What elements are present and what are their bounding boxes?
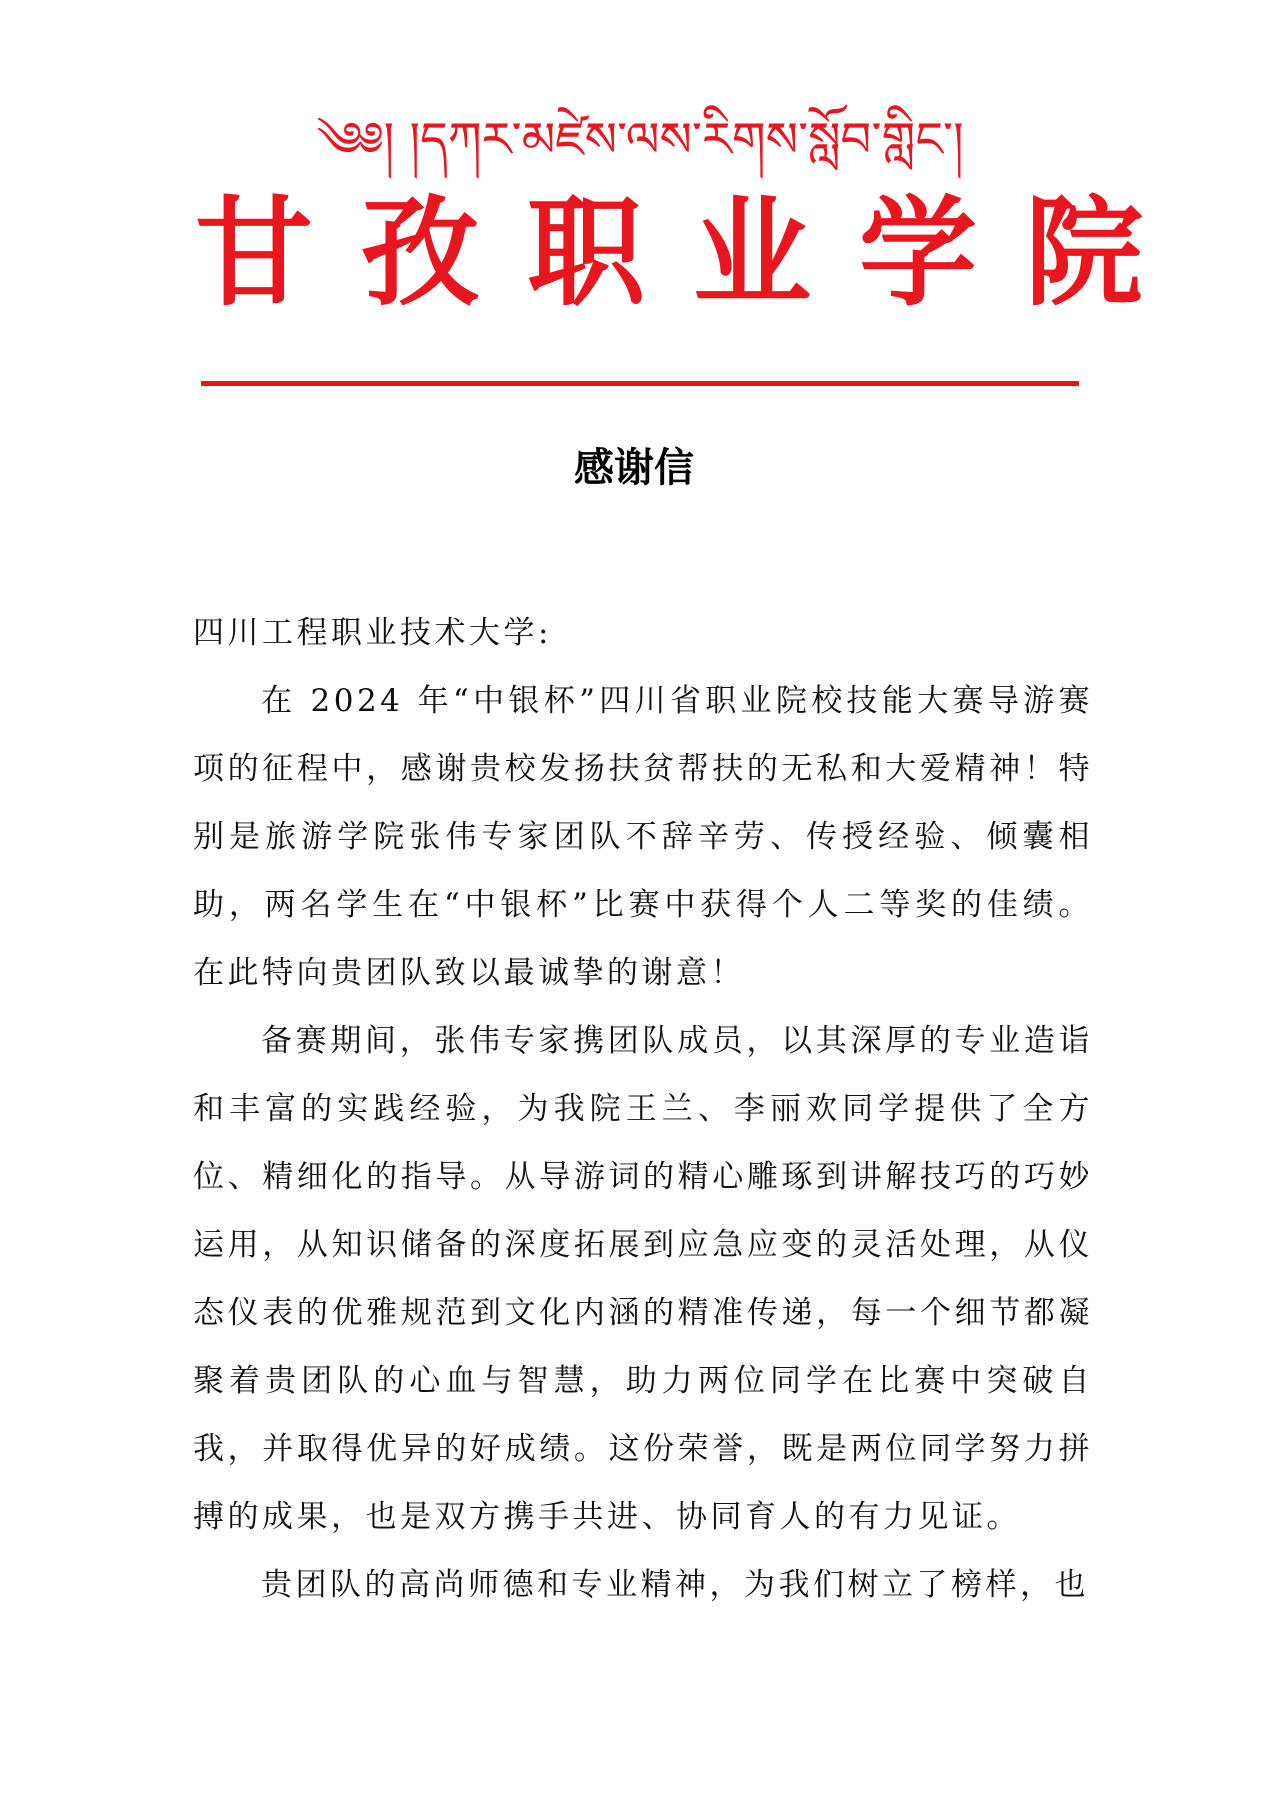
letter-paragraph-1: 在 2024 年“中银杯”四川省职业院校技能大赛导游赛项的征程中，感谢贵校发扬扶贫帮扶的无私和大爱精神！特别是旅游学院张伟专家团队不辞辛劳、传授经验、倾囊相助，两名学生在“中银杯”比赛中获得个人二等奖的佳绩。在此特向贵团队致以最诚挚的谢意！ bbox=[193, 683, 1093, 991]
letterhead-tibetan-name: ༄༅། །དཀར་མཛེས་ལས་རིགས་སློབ་གླིང་། bbox=[316, 112, 964, 168]
letter-paragraph-2: 备赛期间，张伟专家携团队成员，以其深厚的专业造诣和丰富的实践经验，为我院王兰、李丽欢同学提供了全方位、精细化的指导。从导游词的精心雕琢到讲解技巧的巧妙运用，从知识储备的深度拓展到应急应变的灵活处理，从仪态仪表的优雅规范到文化内涵的精准传递，每一个细节都凝聚着贵团队的心血与智慧，助力两位同学在比赛中突破自我，并取得优异的好成绩。这份荣誉，既是两位同学努力拼搏的成果，也是双方携手共进、协同育人的有力见证。 bbox=[193, 1023, 1093, 1535]
header-divider bbox=[201, 381, 1079, 386]
letter-salutation: 四川工程职业技术大学: bbox=[193, 615, 552, 651]
letter-body bbox=[193, 599, 1093, 1619]
letterhead-chinese-name: 甘孜职业学院 bbox=[195, 183, 1192, 322]
letter-title: 感谢信 bbox=[574, 444, 694, 491]
letter-paragraph-3: 贵团队的高尚师德和专业精神，为我们树立了榜样，也 bbox=[261, 1567, 1089, 1603]
